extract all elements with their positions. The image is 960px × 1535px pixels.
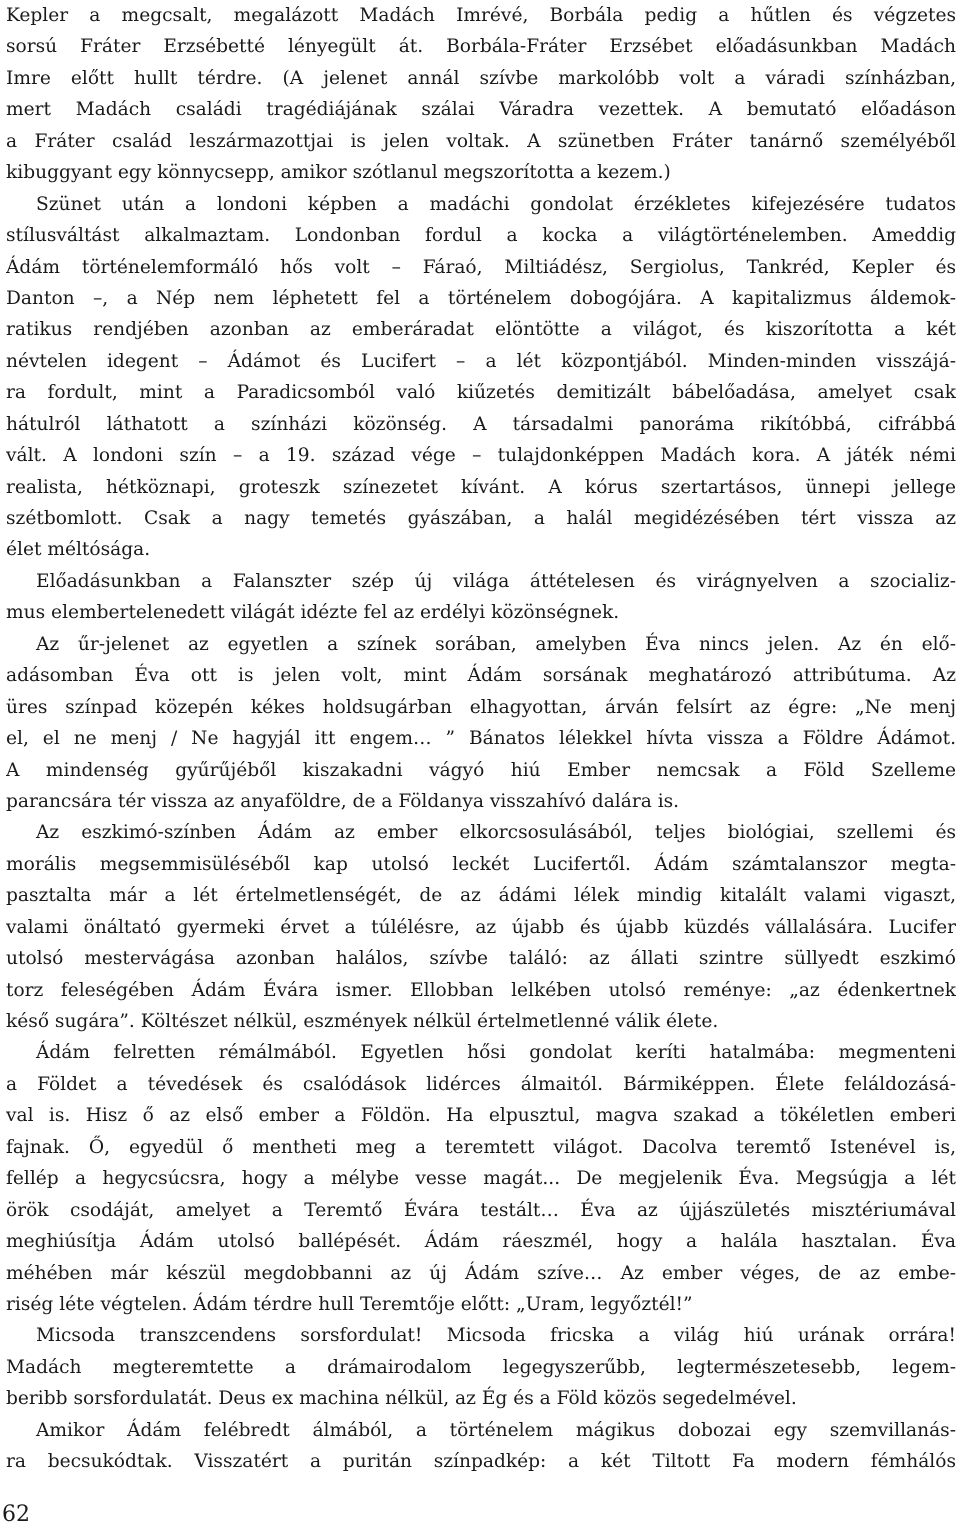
text-line: Az eszkimó-színben Ádám az ember elkorcsosulásából, teljes biológiai, szellemi és <box>36 822 956 844</box>
text-line: ratikus rendjében azonban az emberáradat elöntötte a világot, és kiszorította a két <box>6 319 956 341</box>
text-line: fellép a hegycsúcsra, hogy a mélybe vesse magát... De megjelenik Éva. Megsúgja a lét <box>6 1168 956 1190</box>
text-line: utolsó mestervágása azonban halálos, szívbe találó: az állati szintre süllyedt eszkimó <box>6 948 956 970</box>
text-line: morális megsemmisüléséből kap utolsó leckét Lucifertől. Ádám számtalanszor megta- <box>6 853 956 875</box>
text-line: kibuggyant egy könnycsepp, amikor szótlanul megszorította a kezem.) <box>6 162 671 184</box>
text-line: a Fráter család leszármazottjai is jelen voltak. A szünetben Fráter tanárnő személyéből <box>6 130 956 152</box>
text-line: Előadásunkban a Falanszter szép új világa áttételesen és virágnyelven a szocializ- <box>36 570 956 592</box>
text-line: el, el ne menj / Ne hagyjál itt engem… ” Bánatos lélekkel hívta vissza a Földre Ádámot. <box>6 728 956 750</box>
text-line: Az űr-jelenet az egyetlen a színek sorában, amelyben Éva nincs jelen. Az én elő- <box>36 633 956 655</box>
text-line: mus elembertelenedett világát idézte fel az erdélyi közönségnek. <box>6 602 620 624</box>
text-line: szétbomlott. Csak a nagy temetés gyászában, a halál megidézésében tért vissza az <box>6 508 956 529</box>
text-line: pasztalta már a lét értelmetlenségét, de az ádámi lélek mindig kitalált valami vigaszt, <box>6 885 956 907</box>
text-line: mert Madách családi tragédiájának szálai Váradra vezettek. A bemutató előadáson <box>6 99 956 121</box>
text-line: meghiúsítja Ádám utolsó ballépését. Ádám ráeszmél, hogy a halála hasztalan. Éva <box>6 1231 956 1253</box>
text-line: Madách megteremtette a drámairodalom legegyszerűbb, legtermészetesebb, legem- <box>6 1356 956 1378</box>
text-line: hátulról láthatott a színházi közönség. A társadalmi panoráma rikítóbbá, cifrábbá <box>6 413 956 435</box>
text-line: beribb sorsfordulatát. Deus ex machina nélkül, az Ég és a Föld közös segedelmével. <box>6 1388 797 1410</box>
text-line: élet méltósága. <box>6 539 151 561</box>
text-line: fajnak. Ő, egyedül ő mentheti meg a teremtett világot. Dacolva teremtő Istenével is, <box>6 1136 956 1158</box>
text-line: valami önáltató gyermeki érvet a túlélésre, az újabb és újabb küzdés vállalására. Lucifer <box>6 916 956 938</box>
text-line: parancsára tér vissza az anyaföldre, de a Földanya visszahívó dalára is. <box>6 790 680 812</box>
text-line: ra fordult, mint a Paradicsomból való kiűzetés demitizált bábelőadása, amelyet csak <box>6 382 956 404</box>
text-line: névtelen idegent – Ádámot és Lucifert – a lét központjából. Minden-minden visszájá- <box>6 350 956 372</box>
text-line: torz feleségében Ádám Évára ismer. Ellobban lelkében utolsó reménye: „az édenkertnek <box>6 979 956 1001</box>
text-line: Ádám történelemformáló hős volt – Fáraó, Miltiádész, Sergiolus, Tankréd, Kepler és <box>6 256 956 278</box>
text-line: örök csodáját, amelyet a Teremtő Évára testált… Éva az újjászületés misztériumával <box>6 1199 956 1221</box>
text-line: Amikor Ádám felébredt álmából, a történelem mágikus dobozai egy szemvillanás- <box>36 1419 956 1441</box>
text-line: üres színpad közepén kékes holdsugárban elhagyottan, árván felsírt az égre: „Ne menj <box>6 696 956 718</box>
text-line: Micsoda transzcendens sorsfordulat! Micsoda fricska a világ hiú urának orrára! <box>36 1325 956 1347</box>
text-line: Imre előtt hullt térdre. (A jelenet annál szívbe markolóbb volt a váradi színházban, <box>6 67 956 89</box>
text-line: Kepler a megcsalt, megalázott Madách Imrévé, Borbála pedig a hűtlen és végzetes <box>6 5 956 26</box>
text-line: vált. A londoni szín – a 19. század vége – tulajdonképpen Madách kora. A játék némi <box>6 445 956 467</box>
text-line: adásomban Éva ott is jelen volt, mint Ádám sorsának meghatározó attribútuma. Az <box>6 665 956 687</box>
body-text <box>6 0 956 1478</box>
text-line: riség léte végtelen. Ádám térdre hull Teremtője előtt: „Uram, legyőztél!” <box>6 1293 693 1315</box>
text-line: realista, hétköznapi, groteszk színezetet kívánt. A kórus szertartásos, ünnepi jellege <box>6 476 956 498</box>
page-number: 62 <box>2 1502 30 1527</box>
text-line: A mindenség gyűrűjéből kiszakadni vágyó hiú Ember nemcsak a Föld Szelleme <box>6 759 956 781</box>
text-line: Szünet után a londoni képben a madáchi gondolat érzékletes kifejezésére tudatos <box>36 193 956 215</box>
text-line: ra becsukódtak. Visszatért a puritán színpadkép: a két Tiltott Fa modern fémhálós <box>6 1451 956 1473</box>
text-line: késő sugára”. Költészet nélkül, eszmények nélkül értelmetlenné válik élete. <box>6 1011 719 1032</box>
text-line: a Földet a tévedések és csalódások lidérces álmaitól. Bármiképpen. Élete feláldozásá- <box>6 1073 956 1095</box>
text-line: val is. Hisz ő az első ember a Földön. Ha elpusztul, magva szakad a tökéletlen emberi <box>6 1105 956 1127</box>
text-line: Danton –, a Nép nem léphetett fel a történelem dobogójára. A kapitalizmus áldemok- <box>6 287 956 309</box>
text-line: stílusváltást alkalmaztam. Londonban fordul a kocka a világtörténelemben. Ameddig <box>6 225 956 247</box>
text-line: méhében már készül megdobbanni az új Ádám szíve… Az ember véges, de az embe- <box>6 1262 956 1284</box>
text-line: Ádám felretten rémálmából. Egyetlen hősi gondolat keríti hatalmába: megmenteni <box>36 1042 956 1064</box>
text-line: sorsú Fráter Erzsébetté lényegült át. Borbála-Fráter Erzsébet előadásunkban Madách <box>6 36 956 58</box>
